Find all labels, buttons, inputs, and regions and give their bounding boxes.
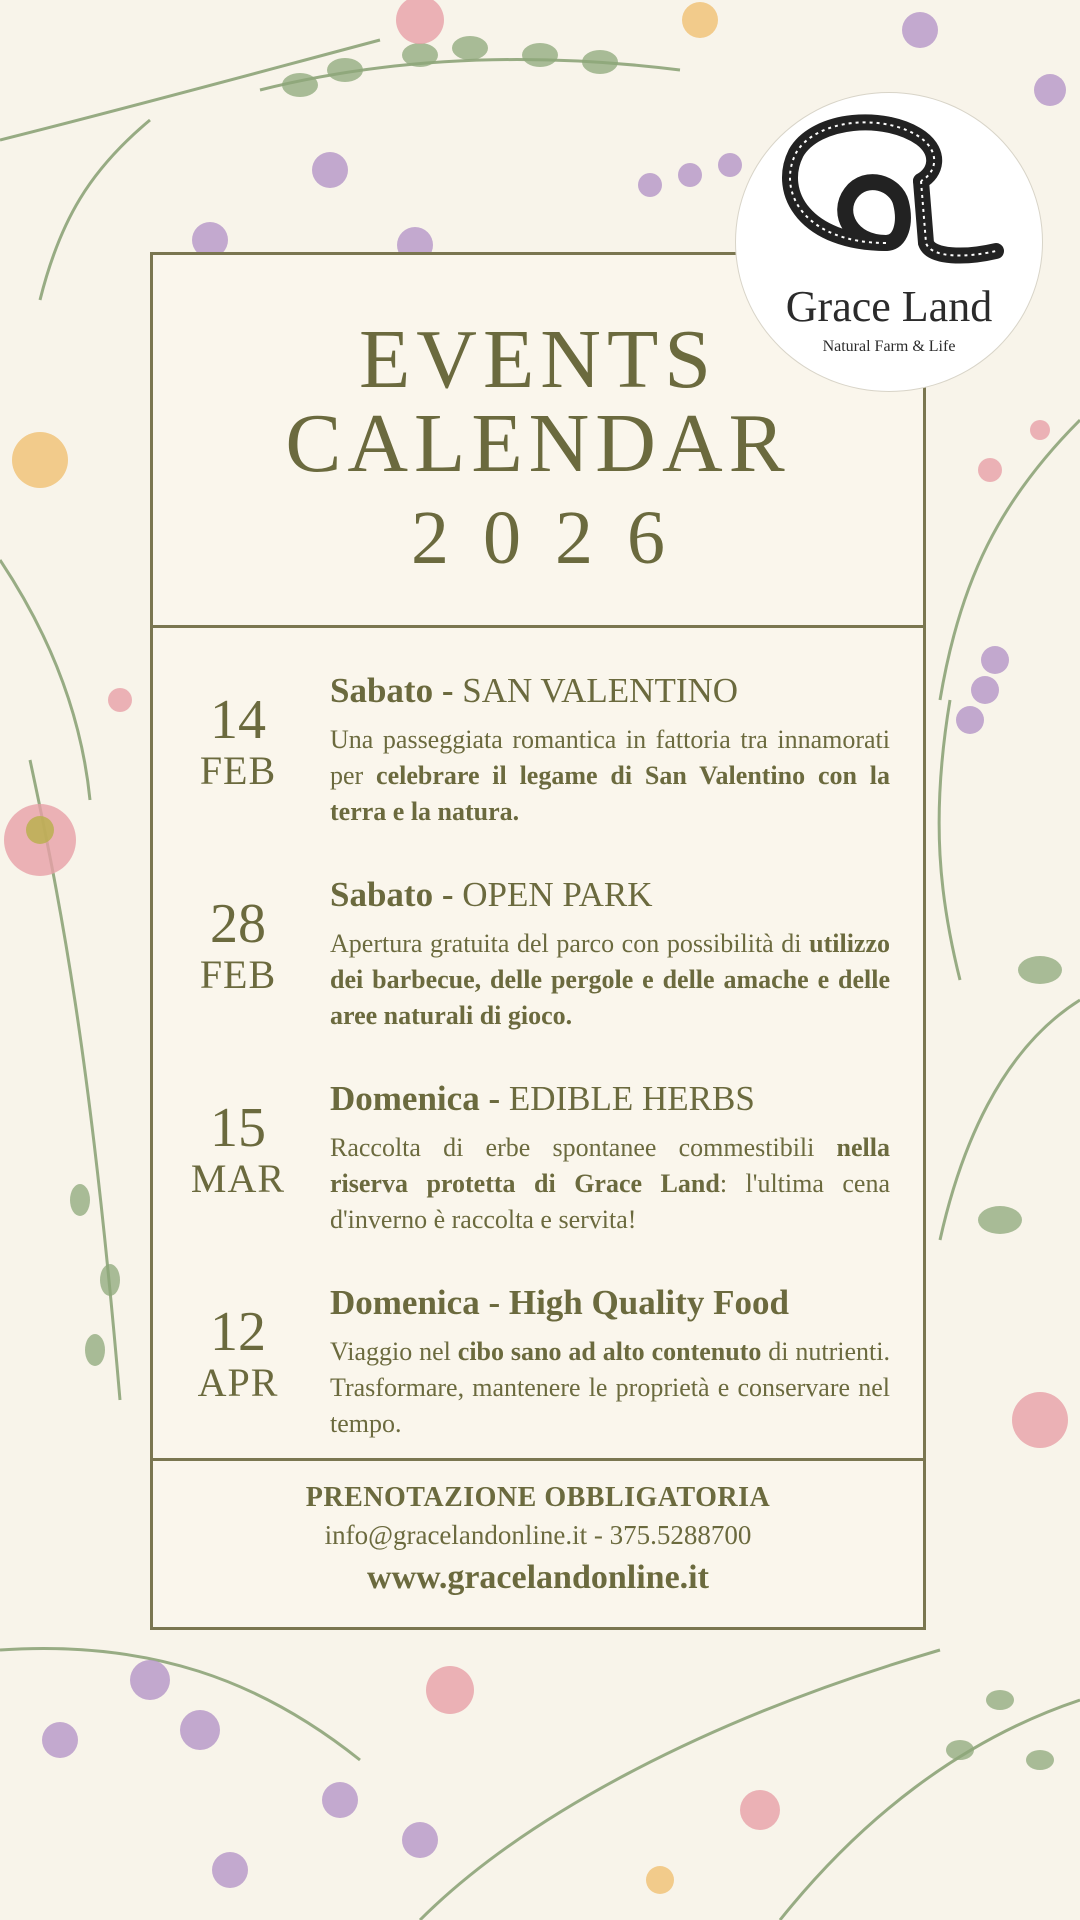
event-day: 28 xyxy=(210,893,266,955)
event-title xyxy=(330,1078,900,1120)
events-panel xyxy=(150,252,926,1630)
event-title xyxy=(330,1282,900,1324)
contact-info[interactable]: info@gracelandonline.it - 375.5288700 xyxy=(324,1520,752,1550)
event-description xyxy=(330,1130,890,1238)
event-name: SAN VALENTINO xyxy=(462,671,739,710)
booking-notice: PRENOTAZIONE OBBLIGATORIA xyxy=(305,1482,771,1513)
event-date xyxy=(173,1302,303,1404)
logo-name: Grace Land xyxy=(785,282,993,331)
event-item xyxy=(153,670,923,870)
event-weekday: Sabato - xyxy=(330,875,463,914)
event-desc-text: Viaggio nel xyxy=(330,1337,458,1366)
event-month: MAR xyxy=(190,1156,286,1201)
event-desc-text-end: : l'ultima cena d'inverno è raccolta e servita! xyxy=(330,1169,891,1234)
event-weekday: Domenica - xyxy=(330,1283,509,1322)
logo-emblem-icon xyxy=(736,93,1043,293)
event-desc-text: Una passeggiata romantica in fattoria tra innamorati per xyxy=(330,725,890,790)
event-weekday: Sabato - xyxy=(330,671,463,710)
event-month: FEB xyxy=(199,952,277,997)
event-desc-text-end: di nutrienti. Trasformare, mantenere le proprietà e conservare nel tempo. xyxy=(330,1337,890,1438)
event-desc-highlight: cibo sano ad alto contenuto xyxy=(457,1337,762,1366)
title-events: EVENTS xyxy=(359,313,717,406)
event-item xyxy=(153,1078,923,1278)
event-title xyxy=(330,670,900,712)
event-desc-text: Apertura gratuita del parco con possibilità di xyxy=(330,929,810,958)
event-desc-highlight: nella riserva protetta di Grace Land xyxy=(330,1133,890,1198)
event-description xyxy=(330,926,890,1034)
event-desc-highlight: utilizzo dei barbecue, delle pergole e delle amache e delle aree naturali di gioco. xyxy=(330,929,890,1030)
event-month: APR xyxy=(197,1360,279,1405)
event-month: FEB xyxy=(199,748,277,793)
event-date xyxy=(173,690,303,792)
event-day: 15 xyxy=(210,1097,266,1159)
event-description xyxy=(330,722,890,830)
event-date xyxy=(173,894,303,996)
event-desc-text: Raccolta di erbe spontanee commestibili xyxy=(330,1133,837,1162)
event-weekday: Domenica - xyxy=(330,1079,509,1118)
event-item xyxy=(153,874,923,1074)
logo-tagline: Natural Farm & Life xyxy=(822,338,956,355)
event-day: 12 xyxy=(210,1301,266,1363)
event-title xyxy=(330,874,900,916)
title-year: 2026 xyxy=(411,496,699,580)
event-day: 14 xyxy=(210,689,266,751)
event-name: High Quality Food xyxy=(508,1283,789,1322)
event-description xyxy=(330,1334,890,1442)
event-name: OPEN PARK xyxy=(462,875,653,914)
event-date xyxy=(173,1098,303,1200)
website-link[interactable]: www.gracelandonline.it xyxy=(367,1559,709,1596)
title-calendar: CALENDAR xyxy=(285,397,791,490)
event-name: EDIBLE HERBS xyxy=(508,1079,755,1118)
top-divider xyxy=(153,625,923,628)
footer xyxy=(153,1448,923,1602)
event-desc-highlight: celebrare il legame di San Valentino con la terra e la natura. xyxy=(330,761,890,826)
grace-land-logo xyxy=(735,92,1043,392)
